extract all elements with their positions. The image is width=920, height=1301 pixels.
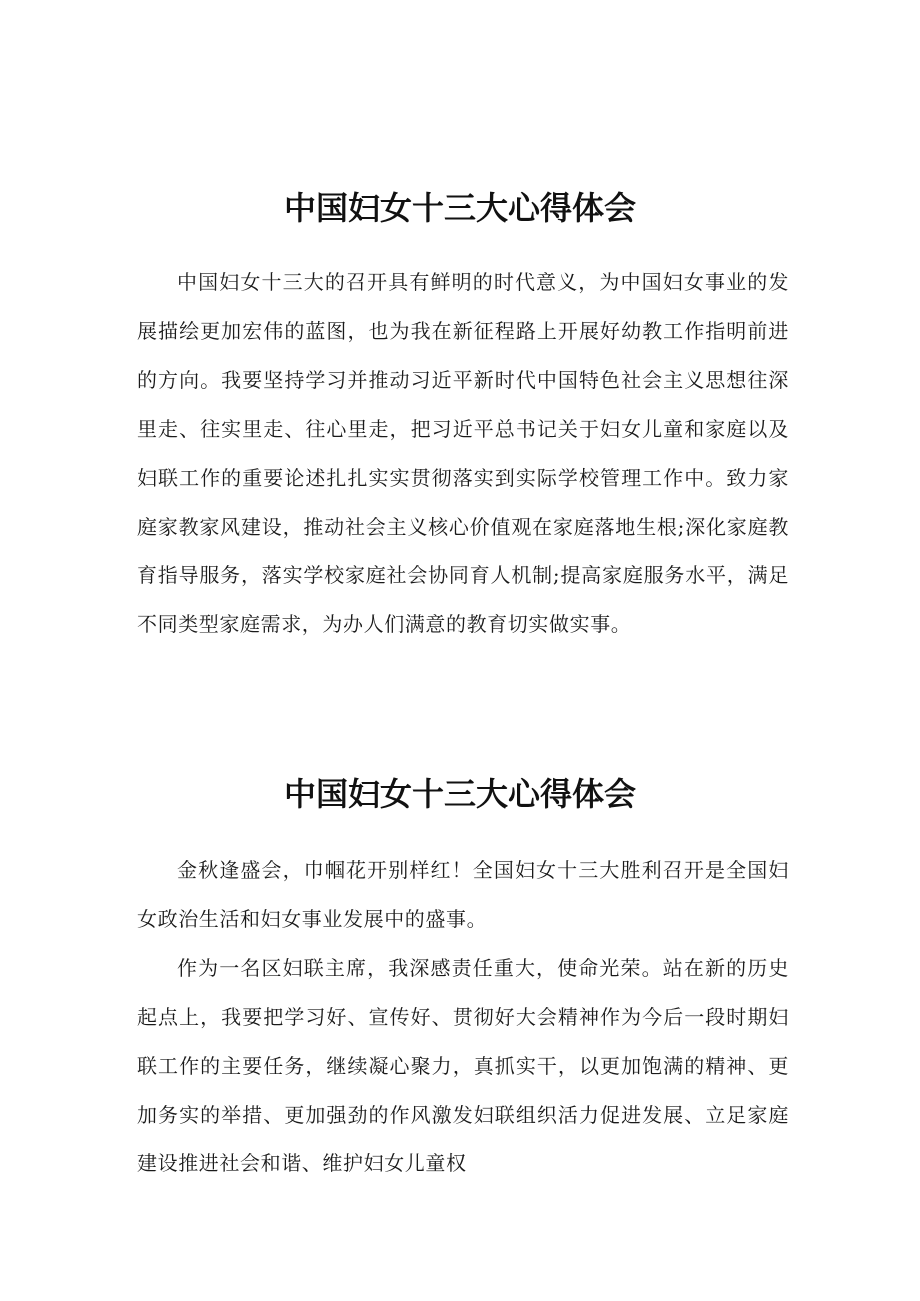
section-body (137, 258, 789, 649)
section-body (137, 846, 789, 1188)
paragraph: 金秋逢盛会，巾帼花开别样红！全国妇女十三大胜利召开是全国妇女政治生活和妇女事业发展中的盛事。 (137, 858, 789, 931)
paragraph: 作为一名区妇联主席，我深感责任重大，使命光荣。站在新的历史起点上，我要把学习好、宣传好、贯彻好大会精神作为今后一段时期妇联工作的主要任务，继续凝心聚力，真抓实干，以更加饱满的精神、更加务实的举措、更加强劲的作风激发妇联组织活力促进发展、立足家庭建设推进社会和谐、维护妇女儿童权 (137, 955, 789, 1176)
paragraph: 中国妇女十三大的召开具有鲜明的时代意义，为中国妇女事业的发展描绘更加宏伟的蓝图，也为我在新征程路上开展好幼教工作指明前进的方向。我要坚持学习并推动习近平新时代中国特色社会主义思想往深里走、往实里走、往心里走，把习近平总书记关于妇女儿童和家庭以及妇联工作的重要论述扎扎实实贯彻落实到实际学校管理工作中。致力家庭家教家风建设，推动社会主义核心价值观在家庭落地生根;深化家庭教育指导服务，落实学校家庭社会协同育人机制;提高家庭服务水平，满足不同类型家庭需求，为办人们满意的教育切实做实事。 (137, 270, 789, 637)
section-title: 中国妇女十三大心得体会 (283, 775, 636, 814)
section-title: 中国妇女十三大心得体会 (283, 189, 636, 228)
